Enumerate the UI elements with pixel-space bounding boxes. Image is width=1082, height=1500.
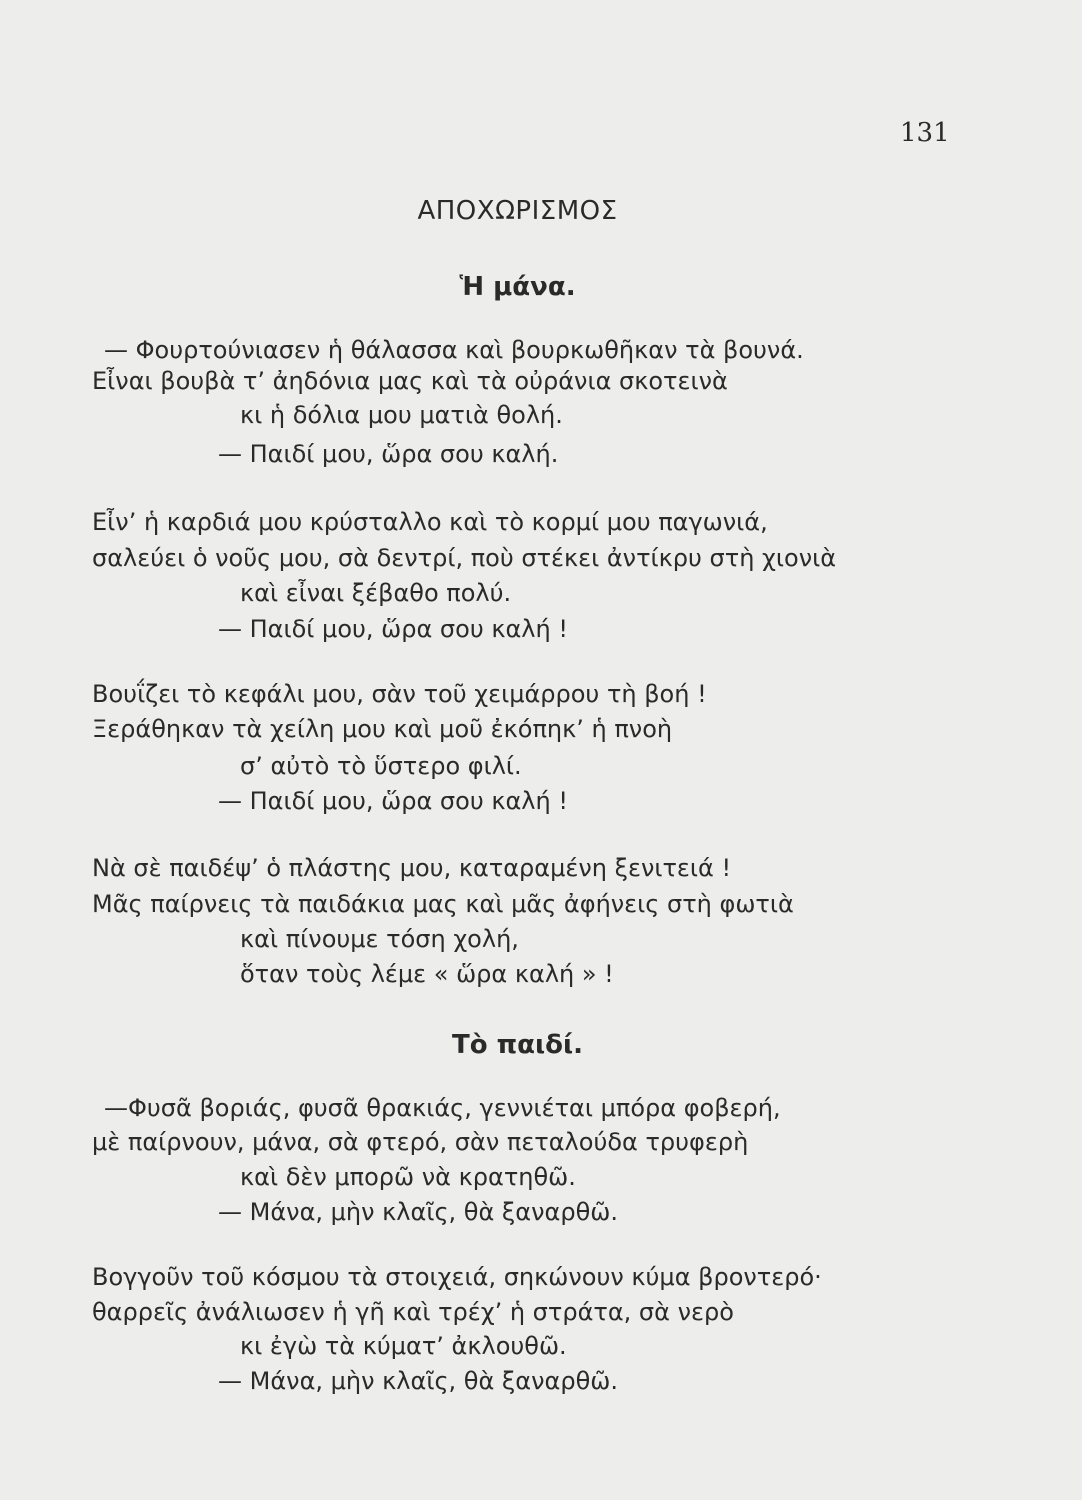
verse-line: ὅταν τοὺς λέμε « ὥρα καλή » ! bbox=[240, 960, 614, 988]
verse-line: καὶ πίνουμε τόση χολή, bbox=[240, 925, 519, 953]
verse-line: Βουΐζει τὸ κεφάλι μου, σὰν τοῦ χειμάρρου τὴ βοή ! bbox=[92, 680, 707, 708]
verse-line: — Παιδί μου, ὥρα σου καλή ! bbox=[218, 787, 568, 815]
verse-line: Εἶναι βουβὰ τ’ ἀηδόνια μας καὶ τὰ οὐράνια σκοτεινὰ bbox=[92, 367, 728, 395]
verse-line: — Μάνα, μὴν κλαῖς, θὰ ξαναρθῶ. bbox=[218, 1198, 618, 1226]
poem-title: ΑΠΟΧΩΡΙΣΜΟΣ bbox=[417, 196, 618, 226]
verse-line: σαλεύει ὁ νοῦς μου, σὰ δεντρί, ποὺ στέκει ἀντίκρυ στὴ χιονιὰ bbox=[92, 544, 837, 572]
verse-line: — Μάνα, μὴν κλαῖς, θὰ ξαναρθῶ. bbox=[218, 1367, 618, 1395]
verse-line: καὶ εἶναι ξέβαθο πολύ. bbox=[240, 579, 512, 607]
verse-line: σ’ αὐτὸ τὸ ὕστερο φιλί. bbox=[240, 752, 522, 780]
section-heading: Τὸ παιδί. bbox=[451, 1030, 584, 1060]
verse-line: — Παιδί μου, ὥρα σου καλή ! bbox=[218, 615, 568, 643]
verse-line: καὶ δὲν μπορῶ νὰ κρατηθῶ. bbox=[240, 1163, 576, 1191]
verse-line: — Παιδί μου, ὥρα σου καλή. bbox=[218, 440, 559, 468]
verse-line: Νὰ σὲ παιδέψ’ ὁ πλάστης μου, καταραμένη ξενιτειά ! bbox=[92, 854, 732, 882]
page-number: 131 bbox=[900, 118, 950, 148]
verse-line: κι ἐγὼ τὰ κύματ’ ἀκλουθῶ. bbox=[240, 1332, 567, 1360]
verse-line: θαρρεῖς ἀνάλιωσεν ἡ γῆ καὶ τρέχ’ ἡ στράτα, σὰ νερὸ bbox=[92, 1298, 734, 1326]
verse-line: Ξεράθηκαν τὰ χείλη μου καὶ μοῦ ἐκόπηκ’ ἡ πνοὴ bbox=[92, 715, 673, 743]
verse-line: Μᾶς παίρνεις τὰ παιδάκια μας καὶ μᾶς ἀφήνεις στὴ φωτιὰ bbox=[92, 890, 794, 918]
verse-line: κι ἡ δόλια μου ματιὰ θολή. bbox=[240, 401, 563, 429]
verse-line: — Φουρτούνιασεν ἡ θάλασσα καὶ βουρκωθῆκαν τὰ βουνά. bbox=[104, 336, 804, 364]
verse-line: μὲ παίρνουν, μάνα, σὰ φτερό, σὰν πεταλούδα τρυφερὴ bbox=[92, 1128, 749, 1156]
verse-line: Βογγοῦν τοῦ κόσμου τὰ στοιχειά, σηκώνουν κύμα βροντερό· bbox=[92, 1263, 822, 1291]
verse-line: Εἶν’ ἡ καρδιά μου κρύσταλλο καὶ τὸ κορμί μου παγωνιά, bbox=[92, 508, 768, 536]
verse-line: —Φυσᾶ βοριάς, φυσᾶ θρακιάς, γεννιέται μπόρα φοβερή, bbox=[104, 1094, 781, 1122]
section-heading: Ἡ μάνα. bbox=[459, 272, 576, 302]
